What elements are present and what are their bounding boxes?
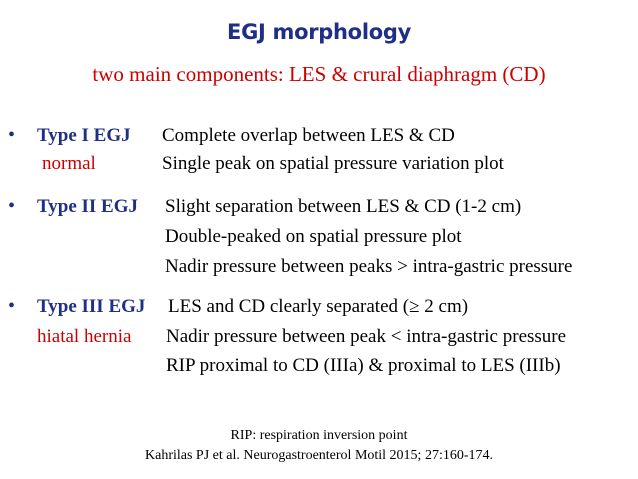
type3-line-1: LES and CD clearly separated (≥ 2 cm) (168, 296, 469, 317)
type3-sublabel: hiatal hernia (37, 326, 132, 347)
type-label-2: Type II EGJ (37, 196, 139, 217)
footer-definition: RIP: respiration inversion point (230, 428, 408, 443)
type3-line-3: RIP proximal to CD (IIIa) & proximal to LES (IIIb) (166, 355, 561, 376)
type-label-3: Type III EGJ (37, 296, 146, 317)
type1-line-2: Single peak on spatial pressure variation plot (162, 153, 504, 174)
type1-line-1: Complete overlap between LES & CD (162, 125, 455, 146)
type2-line-2: Double-peaked on spatial pressure plot (165, 226, 462, 247)
type1-sublabel: normal (42, 153, 96, 174)
bullet-icon: • (8, 195, 16, 217)
type3-line-2: Nadir pressure between peak < intra-gastric pressure (166, 326, 567, 347)
slide-title: EGJ morphology (227, 20, 411, 44)
footer-citation: Kahrilas PJ et al. Neurogastroenterol Motil 2015; 27:160-174. (145, 448, 493, 463)
slide-subtitle: two main components: LES & crural diaphragm (CD) (92, 62, 546, 86)
type2-line-3: Nadir pressure between peaks > intra-gastric pressure (165, 256, 573, 277)
bullet-icon: • (8, 295, 16, 317)
bullet-icon: • (8, 124, 16, 146)
type2-line-1: Slight separation between LES & CD (1-2 cm) (165, 196, 522, 217)
type-label-1: Type I EGJ (37, 125, 131, 146)
